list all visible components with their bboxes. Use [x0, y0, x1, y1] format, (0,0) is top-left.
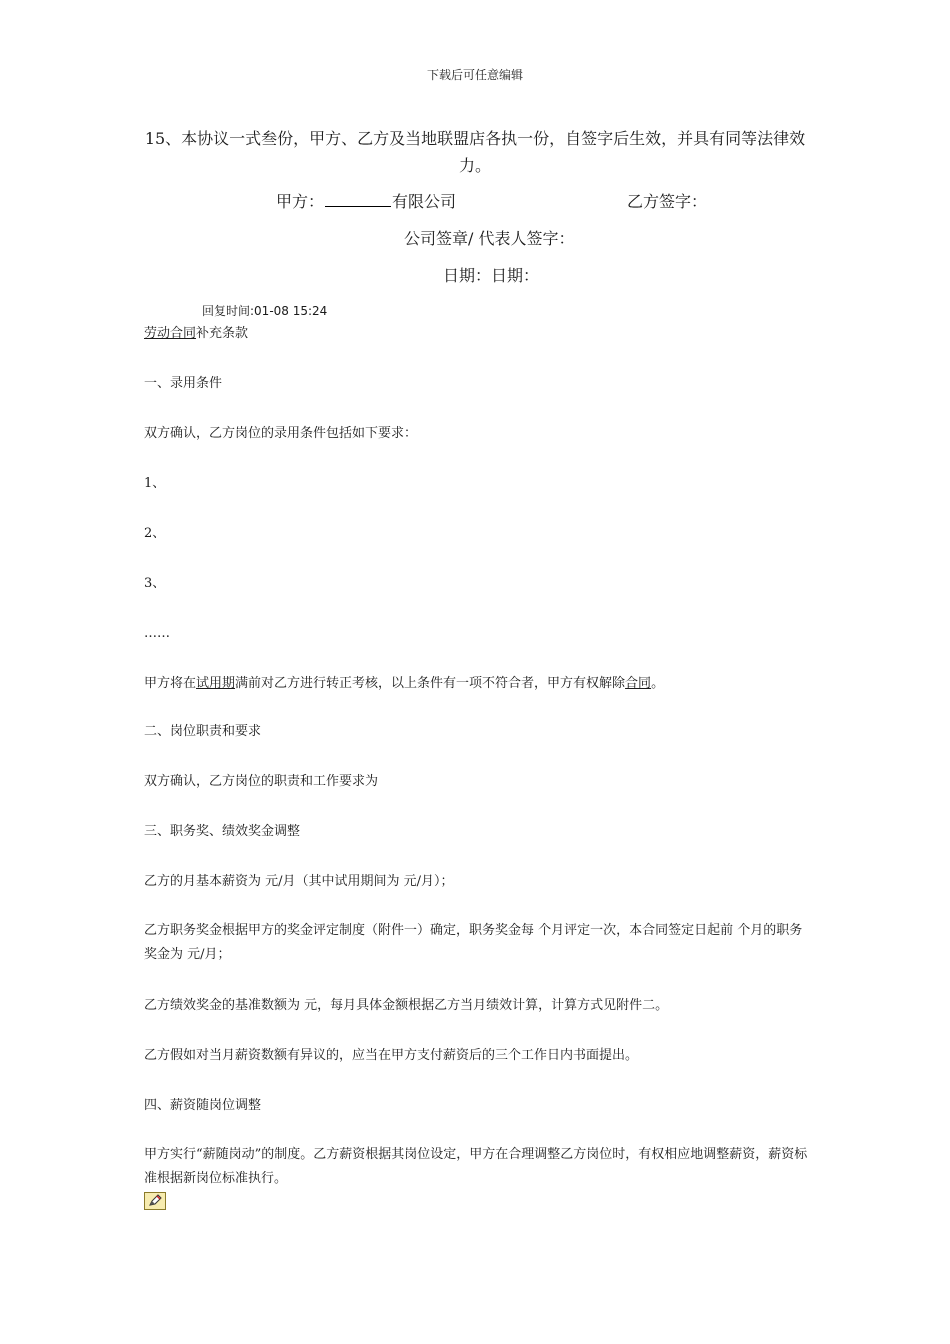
probation-text-b: 满前对乙方进行转正考核，以上条件有一项不符合者，甲方有权解除: [235, 676, 626, 691]
party-a-blank: [325, 192, 391, 207]
section4-p1: 甲方实行“薪随岗动”的制度。乙方薪资根据其岗位设定，甲方在合理调整乙方岗位时，有权相应地调整薪资，薪资标准根据新岗位标准执行。: [144, 1147, 808, 1186]
section4-heading: 四、薪资随岗位调整: [144, 1098, 262, 1113]
probation-text-c: 。: [651, 676, 665, 691]
clause-15: 15、本协议一式叁份，甲方、乙方及当地联盟店各执一份，自签字后生效，并具有同等法律效力。: [144, 129, 806, 175]
party-a-suffix: 有限公司: [392, 192, 457, 211]
doc-title-rest: 补充条款: [196, 326, 249, 341]
section3-p1: 乙方的月基本薪资为 元/月（其中试用期间为 元/月）；: [144, 874, 454, 889]
section2-heading: 二、岗位职责和要求: [144, 724, 262, 739]
reply-time: 回复时间:01-08 15:24: [202, 304, 328, 318]
list-item-2: 2、: [144, 526, 166, 541]
list-item-1: 1、: [144, 476, 166, 491]
section3-p4: 乙方假如对当月薪资数额有异议的，应当在甲方支付薪资后的三个工作日内书面提出。: [144, 1048, 639, 1063]
section1-intro: 双方确认，乙方岗位的录用条件包括如下要求：: [144, 426, 418, 441]
section3-p3: 乙方绩效奖金的基准数额为 元，每月具体金额根据乙方当月绩效计算，计算方式见附件二。: [144, 998, 669, 1013]
header-note: 下载后可任意编辑: [426, 68, 523, 82]
labor-contract-link[interactable]: 劳动合同: [144, 326, 197, 341]
section3-p2: 乙方职务奖金根据甲方的奖金评定制度（附件一）确定，职务奖金每 个月评定一次，本合同签定日起前 个月的职务奖金为 元/月；: [144, 923, 803, 962]
probation-paragraph: [144, 672, 664, 696]
probation-text-a: 甲方将在: [144, 676, 197, 691]
party-b-signature: 乙方签字：: [627, 192, 708, 211]
section3-heading: 三、职务奖、绩效奖金调整: [144, 824, 301, 839]
company-seal-line: 公司签章/ 代表人签字：: [404, 229, 575, 248]
party-a-prefix: 甲方：: [276, 192, 325, 211]
probation-link[interactable]: 试用期: [196, 676, 236, 691]
section2-text: 双方确认，乙方岗位的职责和工作要求为: [144, 774, 379, 789]
contract-link[interactable]: 合同: [625, 676, 652, 691]
doc-title: [144, 322, 248, 346]
section1-heading: 一、录用条件: [144, 376, 223, 391]
party-a-signature: [276, 189, 456, 212]
list-ellipsis: ……: [144, 626, 170, 641]
date-line: 日期：日期：: [443, 266, 540, 285]
list-item-3: 3、: [144, 576, 166, 591]
edit-pencil-icon[interactable]: [144, 1192, 166, 1210]
edit-pencil-icon-graphic: [145, 1193, 165, 1209]
